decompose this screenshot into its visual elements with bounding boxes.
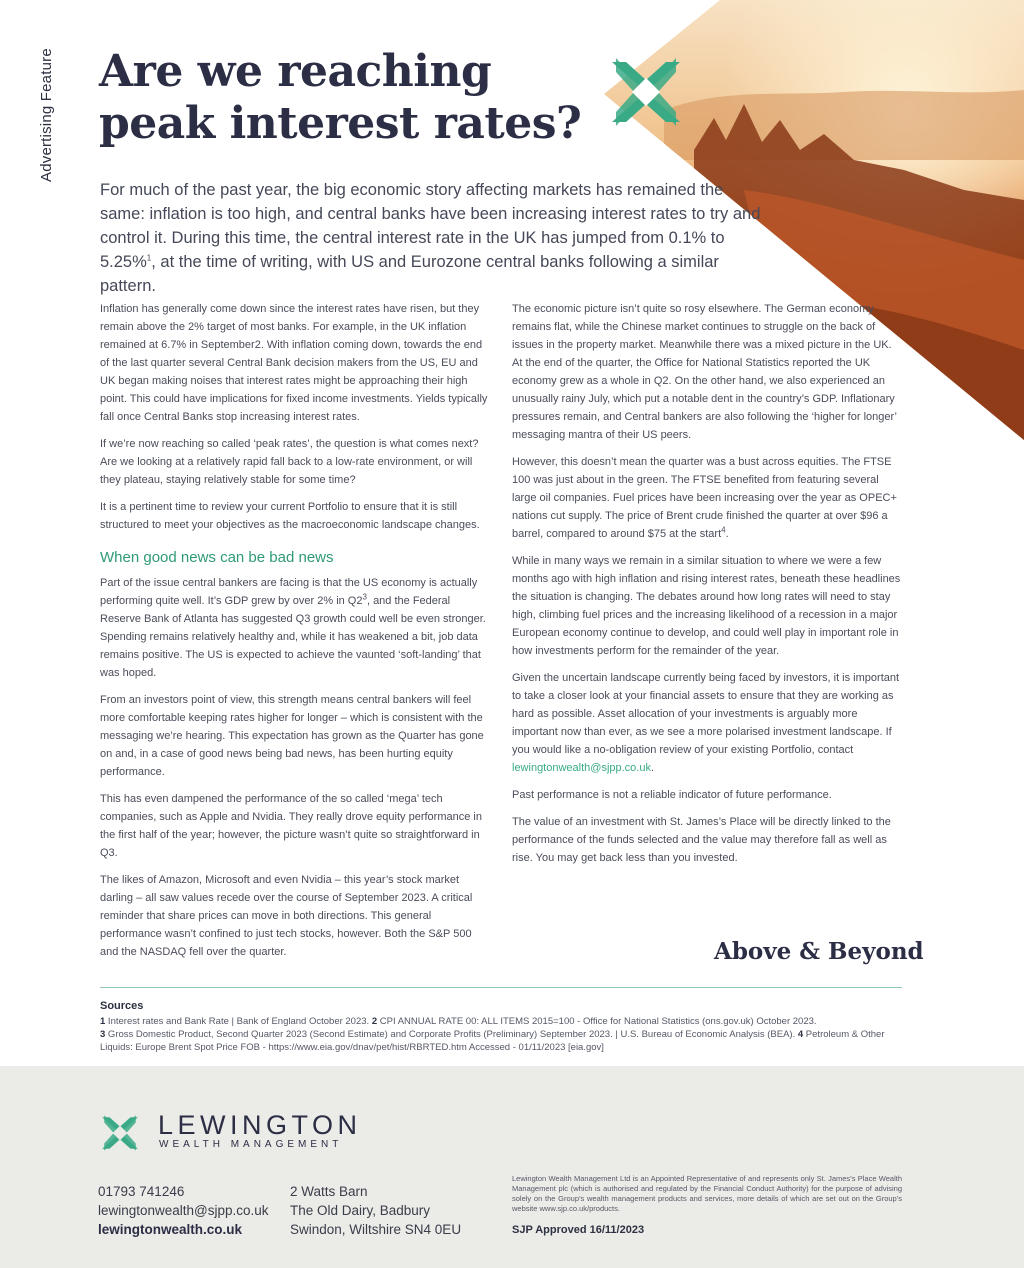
footer — [0, 1066, 1024, 1268]
postal-address — [290, 1182, 461, 1239]
tagline: Above & Beyond — [714, 938, 924, 965]
email-address[interactable]: lewingtonwealth@sjpp.co.uk — [98, 1203, 269, 1218]
divider — [100, 987, 902, 988]
address-line: The Old Dairy, Badbury — [290, 1203, 431, 1218]
sources-list: 1 Interest rates and Bank Rate | Bank of England October 2023. 2 CPI ANNUAL RATE 00: ALL ITEMS 2015=100 - Office for National Statistics (ons.gov.uk) October 2023. 3 Gross Domestic Product, Second Quarter 2023 (Second Estimate) and Corporate Profits (Preliminary) September 2023. | U.S. Bureau of Economic Analysis (BEA). 4 Petroleum & Other Liquids: Europe Brent Spot Price FOB - https://www.eia.gov/dnav/pet/hist/RBRTED.htm Accessed - 01/11/2023 [eia.gov] — [100, 1016, 885, 1053]
body-paragraph: Part of the issue central bankers are facing is that the US economy is actually performing quite well. It’s GDP grew by over 2% in $Q2^3$, and the Federal Reserve Bank of Atlanta has suggested Q3 growth could well be even stronger. Spending remains relatively healthy and, while it has weakened a bit, job data remains positive. The US is expected to achieve the vaunted ‘soft-landing’ that was hoped. — [100, 577, 486, 679]
contact-email-link[interactable]: lewingtonwealth@sjpp.co.uk — [512, 762, 651, 774]
body-paragraph: This has even dampened the performance of the so called ‘mega’ tech companies, such as Apple and Nvidia. They really drove equity performance in the first half of the year; however, the picture wasn’t quite so straightforward in Q3. — [100, 793, 482, 859]
title-line-1: Are we reaching — [99, 46, 492, 97]
contact-details — [98, 1182, 269, 1239]
advertising-feature-label: Advertising Feature — [38, 48, 55, 182]
brand-subtitle: WEALTH MANAGEMENT — [159, 1139, 343, 1150]
title-line-2: peak interest rates? — [99, 98, 582, 149]
body-paragraph: Inflation has generally come down since the interest rates have risen, but they remain above the 2% target of most banks. For example, in the UK inflation remained at 6.7% in September2. With inflation coming down, towards the end of the last quarter several Central Bank decision makers from the US, EU and UK began making noises that interest rates might be approaching their high point. This could have implications for fixed income investments. Yields typically fall once Central Banks stop increasing interest rates. — [100, 303, 488, 423]
body-paragraph: Past performance is not a reliable indicator of future performance. — [512, 789, 832, 801]
body-paragraph: The likes of Amazon, Microsoft and even Nvidia – this year’s stock market darling – all saw values recede over the course of September 2023. A critical reminder that share prices can move in both directions. This general performance wasn’t confined to just tech stocks, however. Both the S&P 500 and the NASDAQ fell over the quarter. — [100, 874, 473, 958]
address-line: 2 Watts Barn — [290, 1184, 368, 1199]
intro-paragraph: For much of the past year, the big economic story affecting markets has remained the same: inflation is too high, and central banks have been increasing interest rates to try and control it. During this time, the central interest rate in the UK has jumped from 0.1% to 5.25%$^1$, at the time of writing, with US and Eurozone central banks following a similar pattern. — [100, 181, 761, 295]
regulatory-disclaimer: Lewington Wealth Management Ltd is an Appointed Representative of and represents only St. James’s Place Wealth Management plc (which is authorised and regulated by the Financial Conduct Authority) for the purpose of advising solely on the Group’s wealth management products and services, more details of which are set out on the Group’s website www.sjp.co.uk/products. — [512, 1174, 902, 1213]
page-title — [99, 46, 581, 150]
body-paragraph: Given the uncertain landscape currently being faced by investors, it is important to take a closer look at your financial assets to ensure that they are working as hard as possible. Asset allocation of your investments is arguably more important now than ever, as we see a more polarised investment landscape. If you would like a no-obligation review of your existing Portfolio, contact lewingtonwealth@sjpp.co.uk. — [512, 672, 900, 774]
left-column — [100, 300, 492, 970]
body-paragraph: However, this doesn’t mean the quarter was a bust across equities. The FTSE 100 was just about in the green. The FTSE benefited from featuring several large oil companies. Fuel prices have been increasing over the year as OPEC+ nations cut supply. The price of Brent crude finished the quarter at over $96 a barrel, compared to around $75 at the start$^4$. — [512, 456, 897, 540]
sources-title: Sources — [100, 1000, 144, 1012]
phone-number[interactable]: 01793 741246 — [98, 1184, 185, 1199]
address-line: Swindon, Wiltshire SN4 0EU — [290, 1222, 462, 1237]
body-paragraph: From an investors point of view, this strength means central bankers will feel more comfortable keeping rates higher for longer – which is consistent with the messaging we’re hearing. This expectation has grown as the Quarter has gone on and, in a case of good news being bad news, has been hurting equity performance. — [100, 694, 484, 778]
lewington-logo-mark — [100, 1113, 140, 1153]
right-column — [512, 300, 904, 876]
brand-name: LEWINGTON — [158, 1110, 362, 1140]
approval-note: SJP Approved 16/11/2023 — [512, 1224, 645, 1236]
body-paragraph: It is a pertinent time to review your current Portfolio to ensure that it is still structured to meet your objectives as the macroeconomic landscape changes. — [100, 501, 480, 531]
body-paragraph: The value of an investment with St. James’s Place will be directly linked to the performance of the funds selected and the value may therefore fall as well as rise. You may get back less than you invested. — [512, 816, 891, 864]
body-paragraph: While in many ways we remain in a similar situation to where we were a few months ago with high inflation and rising interest rates, beneath these headlines the situation is changing. The debates around how long rates will need to stay high, climbing fuel prices and the increasing likelihood of a recession in a major European economy continue to develop, and could well play in important role in how investments perform for the remainder of the year. — [512, 555, 901, 657]
section-heading: When good news can be bad news — [100, 549, 334, 566]
body-paragraph: If we’re now reaching so called ‘peak rates’, the question is what comes next? Are we looking at a relatively rapid fall back to a low-rate environment, or will they plateau, staying relatively stable for some time? — [100, 438, 479, 486]
sources-section — [100, 1000, 904, 1054]
body-paragraph: The economic picture isn’t quite so rosy elsewhere. The German economy remains flat, while the Chinese market continues to struggle on the back of issues in the property market. Meanwhile there was a mixed picture in the UK. At the end of the quarter, the Office for National Statistics reported the UK economy grew as a whole in Q2. On the other hand, we also experienced an unusually rainy July, which put a notable dent in the country’s GDP. Inflationary pressures remain, and Central bankers are also following the ‘higher for longer’ messaging mantra of their US peers. — [512, 303, 897, 441]
website-link[interactable]: lewingtonwealth.co.uk — [98, 1222, 243, 1237]
lewington-logo-mark — [608, 54, 684, 130]
